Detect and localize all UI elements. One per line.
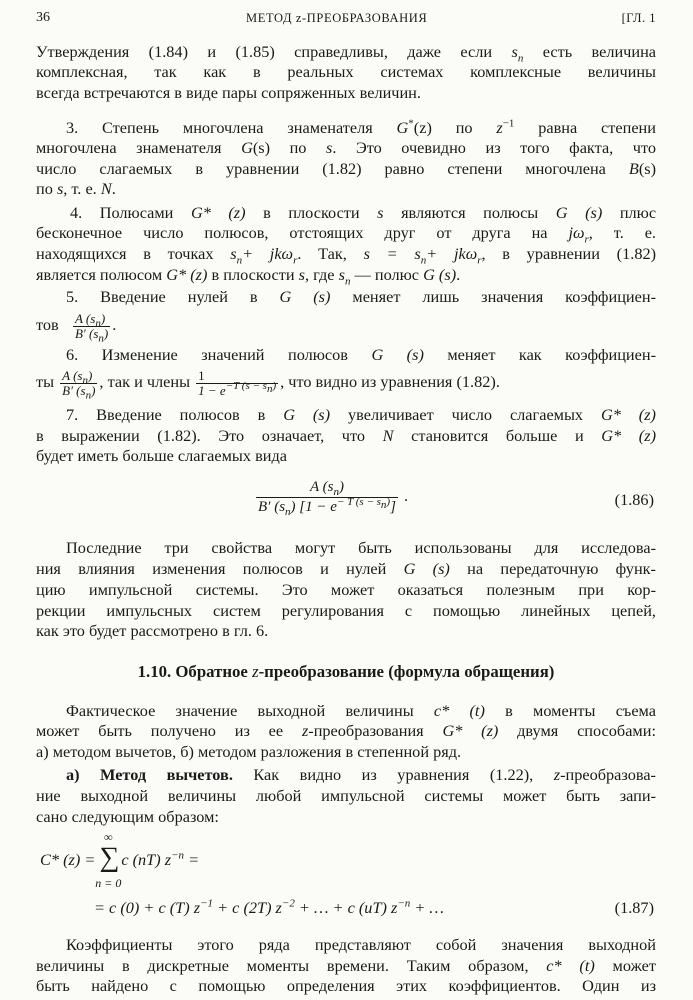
text: может быть получено из ее xyxy=(36,721,284,740)
math-expression: c (nT) z xyxy=(121,850,172,869)
text: , где xyxy=(304,265,335,284)
page-number: 36 xyxy=(36,10,50,25)
math-symbol: B xyxy=(628,159,639,178)
math-expression: = xyxy=(188,850,200,869)
frac-numerator: A (s xyxy=(74,310,96,326)
math-subscript: n xyxy=(344,275,351,288)
text: , в уравнении (1.82) xyxy=(481,244,657,263)
section-heading xyxy=(36,662,656,682)
math-paren: ) xyxy=(88,367,93,383)
text: в плоскости xyxy=(211,265,295,284)
paragraph-line: Коэффициенты этого ряда представляют собой значения выходной xyxy=(66,935,656,954)
math-expression: s = s xyxy=(363,244,421,263)
text: на передаточную функ- xyxy=(467,559,656,578)
item-7-line-3: будет иметь больше слагаемых вида xyxy=(36,446,287,465)
paragraph-line: сано следующим образом: xyxy=(36,807,219,826)
math-paren: ) xyxy=(386,496,391,508)
frac-denominator: B′ (s xyxy=(74,325,99,341)
text: 6. Изменение значений полюсов xyxy=(66,345,348,364)
math-symbol: s xyxy=(56,179,64,198)
sum-lower-limit: n = 0 xyxy=(95,876,122,890)
math-paren: ) xyxy=(91,382,96,398)
text: увеличивает число слагаемых xyxy=(347,405,584,424)
paragraph-line xyxy=(36,956,656,976)
text: -преобразования xyxy=(308,721,424,740)
text: 5. Введение нулей в xyxy=(66,287,258,306)
paragraph-line: комплексная, так как в реальных системах комплексные величины xyxy=(36,62,656,81)
math-symbol: s xyxy=(338,265,345,284)
math-arg: (s) xyxy=(638,159,656,178)
text: равна степени xyxy=(538,118,656,137)
math-expression: G* (z) xyxy=(442,721,499,740)
frac-denominator: B′ (s xyxy=(258,499,286,515)
eq-line-1 xyxy=(40,830,200,890)
text: Утверждения (1.84) и (1.85) справедливы, даже если xyxy=(36,42,493,61)
math-symbol: z xyxy=(553,765,561,784)
text: величины в дискретные моменты времени. Таким образом, xyxy=(36,956,529,975)
item-4-line-2 xyxy=(36,223,657,246)
equation-1-86 xyxy=(36,478,656,524)
math-subscript: n xyxy=(517,52,524,65)
text: . Так, xyxy=(297,244,347,263)
math-expression: G* (z) xyxy=(190,203,246,222)
math-subscript: n xyxy=(82,374,88,387)
math-exponent: −1 xyxy=(200,897,214,910)
math-paren: ) xyxy=(103,325,109,341)
frac-numerator: A (s xyxy=(309,479,334,495)
frac-numerator: 1 xyxy=(196,369,278,384)
math-symbol: z xyxy=(252,662,259,681)
text: находящихся в точках xyxy=(36,244,214,263)
math-exponent: −2 xyxy=(281,897,295,910)
text: . Это очевидно из того факта, что xyxy=(332,138,656,157)
paragraph-line xyxy=(36,721,656,741)
text: , т. е. xyxy=(63,179,97,198)
text: по xyxy=(455,118,473,137)
paragraph-line: а) методом вычетов, б) методом разложения в степенной ряд. xyxy=(36,742,462,761)
fraction-eq-1-86 xyxy=(256,478,398,517)
fraction-exp-term xyxy=(196,369,278,398)
page xyxy=(36,0,656,1000)
text: бесконечное число полюсов, отстоящих друг от друга на xyxy=(36,223,548,242)
math-exponent: −n xyxy=(397,897,411,910)
text: Как видно из уравнения (1.22), xyxy=(253,765,534,784)
math-subscript: n xyxy=(98,332,104,345)
math-exponent: − T (s − s xyxy=(336,496,381,508)
text: , т. е. xyxy=(588,223,657,242)
fraction-a-over-b xyxy=(73,310,110,345)
chapter-marker: [ГЛ. 1 xyxy=(621,11,656,25)
text: являются полюсы xyxy=(401,203,539,222)
sum-symbol: ∑ xyxy=(99,842,120,873)
math-expression: C* (z) = xyxy=(40,850,96,869)
paragraph-line xyxy=(36,701,656,721)
text: , так и члены xyxy=(99,372,191,391)
math-symbol: z xyxy=(496,118,503,137)
text: в плоскости xyxy=(263,203,360,222)
math-expression: = c (0) + c (T) z xyxy=(94,898,201,917)
math-subscript: n xyxy=(380,499,387,512)
fraction-a-over-b xyxy=(60,367,97,402)
math-exponent: −n xyxy=(171,849,184,862)
text: -преобразование (формула обращения) xyxy=(258,662,555,681)
math-expression: ) [1 − e xyxy=(290,499,337,515)
text: число слагаемых в уравнении (1.82) равно степени многочлена xyxy=(36,159,606,178)
text: становится больше и xyxy=(411,426,584,445)
math-expression: G (s) xyxy=(279,287,331,306)
math-subscript: n xyxy=(266,383,273,396)
item-5-line-2 xyxy=(36,306,656,344)
item-7-line-2 xyxy=(36,426,656,446)
paragraph-statements xyxy=(36,42,657,65)
math-paren: ) xyxy=(338,479,344,495)
text: . xyxy=(404,486,409,506)
math-symbol: G xyxy=(241,138,253,157)
math-subscript: r xyxy=(584,233,589,246)
math-arg: (s) xyxy=(252,138,271,157)
math-expression: G (s) xyxy=(403,559,450,578)
text: Обратное xyxy=(175,662,248,681)
text: -преобразова- xyxy=(560,765,656,784)
text: многочлена знаменателя xyxy=(36,138,222,157)
math-symbol: N xyxy=(100,179,112,198)
text: тов xyxy=(36,315,59,334)
paragraph-line xyxy=(36,559,656,579)
item-4-line-3 xyxy=(36,244,657,267)
math-expression: + … + c (uT) z xyxy=(298,898,398,917)
text: меняет как коэффициен- xyxy=(447,345,656,364)
summation xyxy=(95,830,122,890)
text: Фактическое значение выходной величины xyxy=(66,701,414,720)
text: ния влияния изменения полюсов и нулей xyxy=(36,559,387,578)
math-exponent: −1 xyxy=(502,117,515,130)
math-star: * xyxy=(408,117,414,130)
item-3-line-1 xyxy=(36,118,656,138)
text: 7. Введение полюсов в xyxy=(66,405,266,424)
paragraph-line: рекции импульсных систем регулирования с помощью линейных цепей, xyxy=(36,601,656,620)
text: . xyxy=(112,315,117,334)
item-5-line-1 xyxy=(36,287,656,307)
paragraph-line: цию импульсной системы. Это может оказаться полезным при кор- xyxy=(36,580,656,599)
paragraph-line xyxy=(36,765,656,785)
math-symbol: G xyxy=(396,118,409,137)
item-4-line-1 xyxy=(36,203,656,223)
item-3-line-2 xyxy=(36,138,656,158)
math-exponent: −T (s − s xyxy=(225,380,267,393)
equation-number: (1.86) xyxy=(614,490,654,509)
math-symbol: s xyxy=(377,203,384,222)
math-subscript: n xyxy=(420,254,427,267)
math-symbol: jω xyxy=(568,223,585,242)
section-number: 1.10. xyxy=(137,662,172,681)
running-header xyxy=(36,10,656,30)
equation-number: (1.87) xyxy=(614,898,654,917)
text: может xyxy=(612,956,656,975)
text: по xyxy=(289,138,307,157)
paragraph-line: всегда встречаются в виде пары сопряженных величин. xyxy=(36,83,421,102)
item-7-line-1 xyxy=(36,405,656,425)
text: . xyxy=(456,265,461,284)
text: является полюсом xyxy=(36,265,163,284)
math-expression: G (s) xyxy=(555,203,603,222)
frac-denominator: 1 − e xyxy=(198,382,226,398)
math-expression: + jkω xyxy=(242,244,294,263)
text: 3. Степень многочлена знаменателя xyxy=(66,118,373,137)
paragraph-line: Последние три свойства могут быть использованы для исследова- xyxy=(66,538,656,557)
item-6-line-2 xyxy=(36,363,656,401)
equation-1-87 xyxy=(36,830,656,922)
math-symbol: s xyxy=(230,244,237,263)
text: двумя способами: xyxy=(517,721,656,740)
math-arg: (z) xyxy=(413,118,432,137)
paragraph-line: как это будет рассмотрено в гл. 6. xyxy=(36,621,269,640)
text: меняет лишь значения коэффициен- xyxy=(352,287,656,306)
math-subscript: n xyxy=(85,389,92,402)
math-paren: ) xyxy=(272,380,277,393)
text: . xyxy=(111,179,116,198)
text: ты xyxy=(36,372,55,391)
math-expression: G* (z) xyxy=(166,265,208,284)
math-expression: G (s) xyxy=(371,345,424,364)
math-symbol: z xyxy=(301,721,309,740)
paragraph-line: быть найдено с помощью определения этих коэффициентов. Один из xyxy=(36,976,656,995)
math-symbol: s xyxy=(511,42,518,61)
math-expression: + jkω xyxy=(426,244,478,263)
frac-numerator: A (s xyxy=(62,367,83,383)
math-expression: G* (z) xyxy=(601,426,656,445)
math-subscript: r xyxy=(293,254,298,267)
text: есть величина xyxy=(542,42,657,61)
math-symbol: s xyxy=(326,138,333,157)
math-paren: ] xyxy=(390,499,396,515)
item-4-line-4 xyxy=(36,265,656,288)
math-subscript: n xyxy=(285,506,291,518)
math-expression: G* (z) xyxy=(600,405,656,424)
math-symbol: N xyxy=(382,426,394,445)
math-expression: G (s) xyxy=(423,265,457,284)
math-subscript: n xyxy=(333,486,339,498)
math-expression: + … xyxy=(414,898,444,917)
math-expression: G (s) xyxy=(283,405,331,424)
frac-denominator: B′ (s xyxy=(62,382,86,398)
math-expression: c* (t) xyxy=(546,956,595,975)
text: — полюс xyxy=(354,265,420,284)
sum-upper-limit: ∞ xyxy=(104,830,113,844)
math-paren: ) xyxy=(100,310,106,326)
bold-run-in-heading: а) Метод вычетов. xyxy=(66,765,233,784)
math-symbol: s xyxy=(298,265,305,284)
text: в выражении (1.82). Это означает, что xyxy=(36,426,366,445)
eq-line-2 xyxy=(94,898,444,918)
math-subscript: r xyxy=(477,254,482,267)
math-expression: + c (2T) z xyxy=(217,898,282,917)
item-3-line-4 xyxy=(36,179,656,199)
math-expression: c* (t) xyxy=(433,701,485,720)
item-3-line-3 xyxy=(36,159,656,179)
text: в моменты съема xyxy=(505,701,656,720)
text: по xyxy=(36,179,53,198)
text: 4. Полюсами xyxy=(70,203,174,222)
math-subscript: n xyxy=(95,317,101,330)
math-subscript: n xyxy=(236,254,243,267)
text: плюс xyxy=(619,203,657,222)
text: , что видно из уравнения (1.82). xyxy=(280,372,500,391)
running-title: МЕТОД z-ПРЕОБРАЗОВАНИЯ xyxy=(246,11,428,25)
paragraph-line: ние выходной величины любой импульсной системы может быть запи- xyxy=(36,786,656,805)
